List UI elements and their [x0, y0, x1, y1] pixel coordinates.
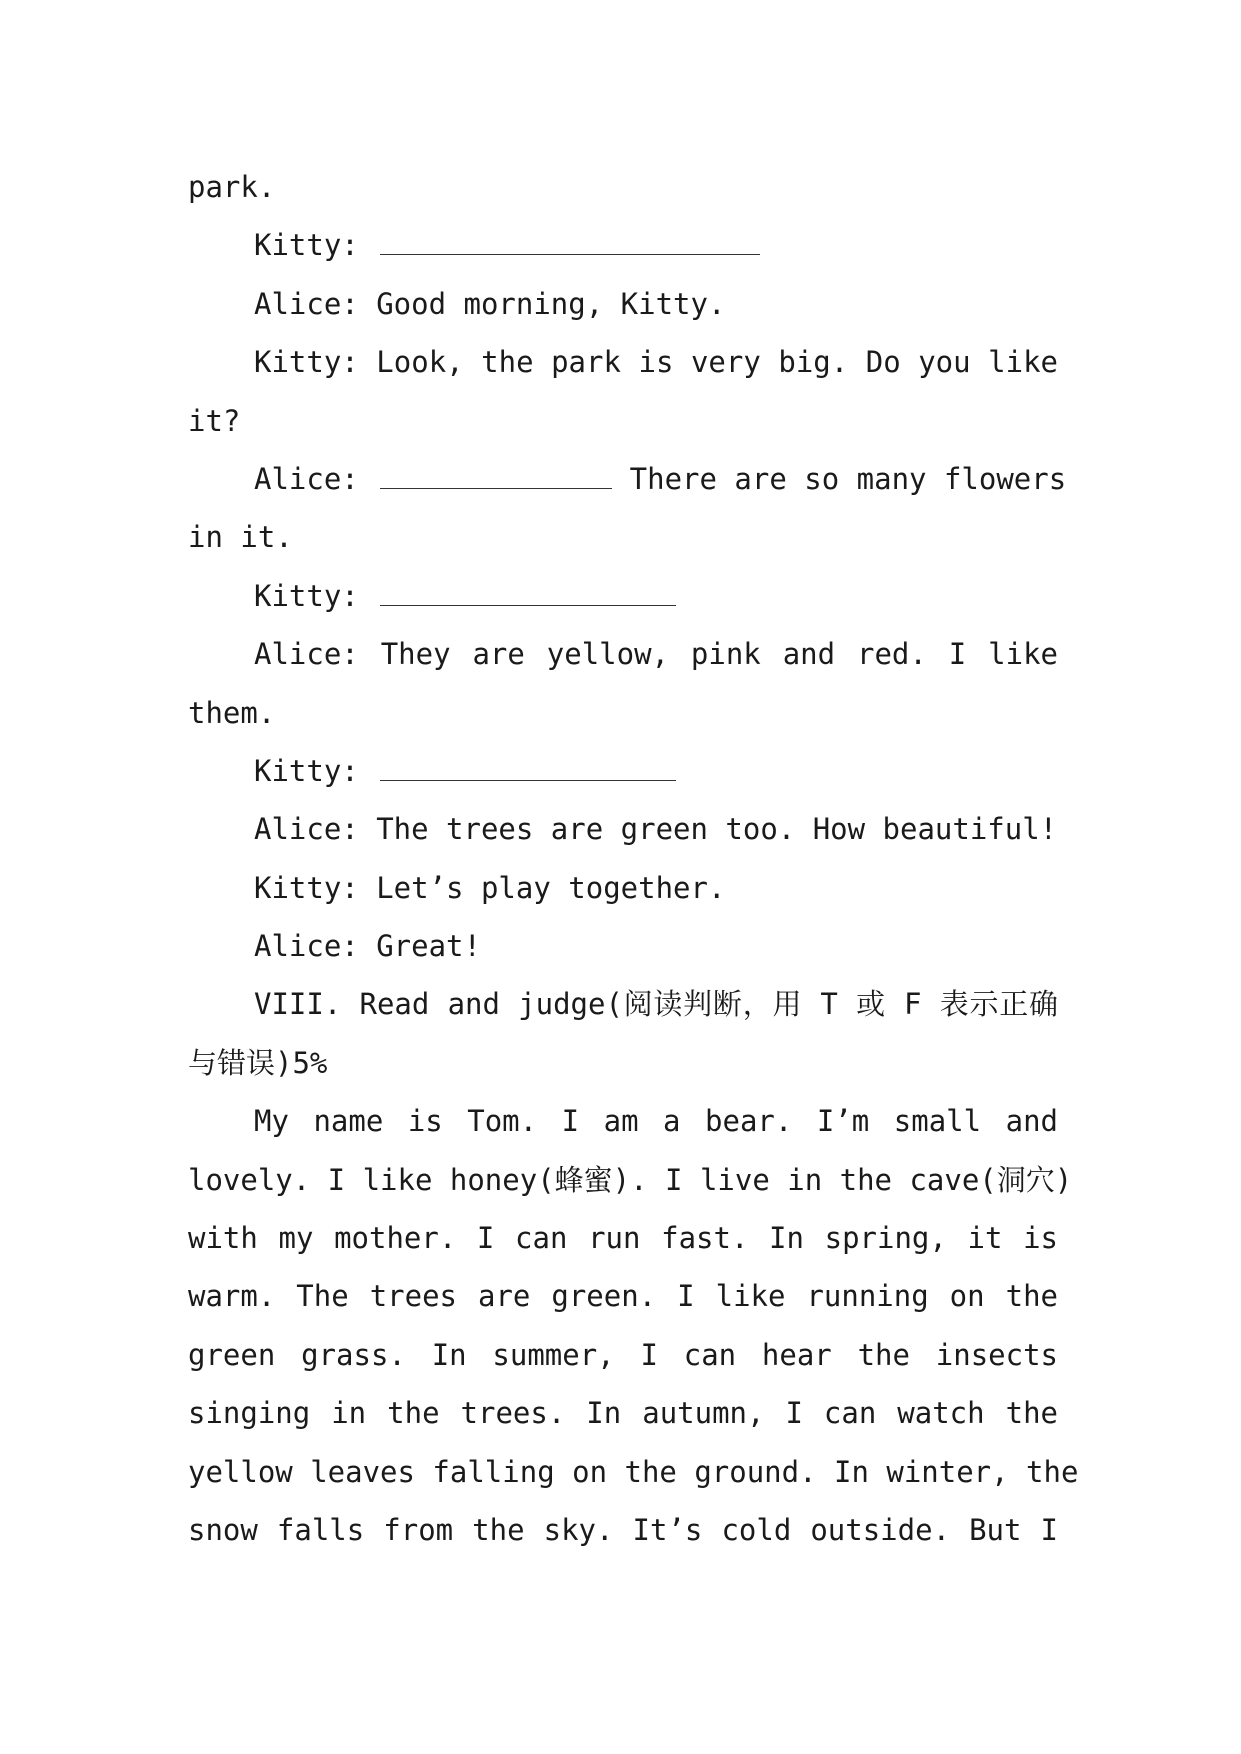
text-line — [188, 1384, 1058, 1442]
line-text: Alice: — [254, 461, 377, 496]
text-line — [188, 684, 1058, 742]
text-line — [188, 1034, 1058, 1092]
text-line — [188, 333, 1058, 391]
text-line — [188, 859, 1058, 917]
line-text: warm. The trees are green. I like running on the — [188, 1279, 1058, 1314]
text-line — [188, 1267, 1058, 1325]
text-line — [188, 975, 1058, 1033]
line-text: Alice: Great! — [254, 929, 481, 964]
text-line — [188, 1326, 1058, 1384]
text-line — [188, 216, 1058, 274]
line-text: Kitty: — [254, 228, 377, 263]
line-text: Alice: Good morning, Kitty. — [254, 286, 726, 321]
answer-blank — [380, 487, 612, 489]
text-line — [188, 1209, 1058, 1267]
answer-blank — [380, 779, 676, 781]
line-text: green grass. In summer, I can hear the insects — [188, 1337, 1058, 1372]
line-text: Alice: They are yellow, pink and red. I like — [254, 637, 1058, 672]
text-line — [188, 275, 1058, 333]
line-text: yellow leaves falling on the ground. In winter, the — [188, 1454, 1079, 1489]
text-line — [188, 800, 1058, 858]
text-line — [188, 1501, 1058, 1559]
text-line — [188, 508, 1058, 566]
line-text: it? — [188, 403, 241, 438]
text-line — [188, 392, 1058, 450]
line-text: 与错误)5% — [188, 1045, 328, 1080]
text-line — [188, 742, 1058, 800]
answer-blank — [380, 253, 760, 255]
text-line — [188, 917, 1058, 975]
text-line — [188, 567, 1058, 625]
line-text: singing in the trees. In autumn, I can watch the — [188, 1396, 1058, 1431]
line-text: VIII. Read and judge(阅读判断，用 T 或 F 表示正确 — [254, 987, 1058, 1022]
line-text: Kitty: Let’s play together. — [254, 870, 726, 905]
line-text: with my mother. I can run fast. In spring, it is — [188, 1221, 1058, 1256]
text-line — [188, 1092, 1058, 1150]
answer-blank — [380, 604, 676, 606]
line-text: lovely. I like honey(蜂蜜). I live in the cave(洞穴) — [188, 1162, 1073, 1197]
line-text: Alice: The trees are green too. How beautiful! — [254, 812, 1058, 847]
line-text-after-blank: There are so many flowers — [612, 461, 1067, 496]
line-text: Kitty: — [254, 753, 377, 788]
text-line — [188, 625, 1058, 683]
text-line — [188, 450, 1067, 508]
line-text: snow falls from the sky. It’s cold outside. But I — [188, 1512, 1058, 1547]
text-line — [188, 158, 1058, 216]
text-line — [188, 1151, 1073, 1209]
line-text: Kitty: Look, the park is very big. Do you like — [254, 345, 1058, 380]
line-text: in it. — [188, 520, 293, 555]
document-body — [188, 158, 1079, 1559]
line-text: My name is Tom. I am a bear. I’m small and — [254, 1104, 1058, 1139]
line-text: park. — [188, 170, 276, 204]
text-line — [188, 1443, 1079, 1501]
line-text: Kitty: — [254, 578, 377, 613]
line-text: them. — [188, 695, 276, 730]
